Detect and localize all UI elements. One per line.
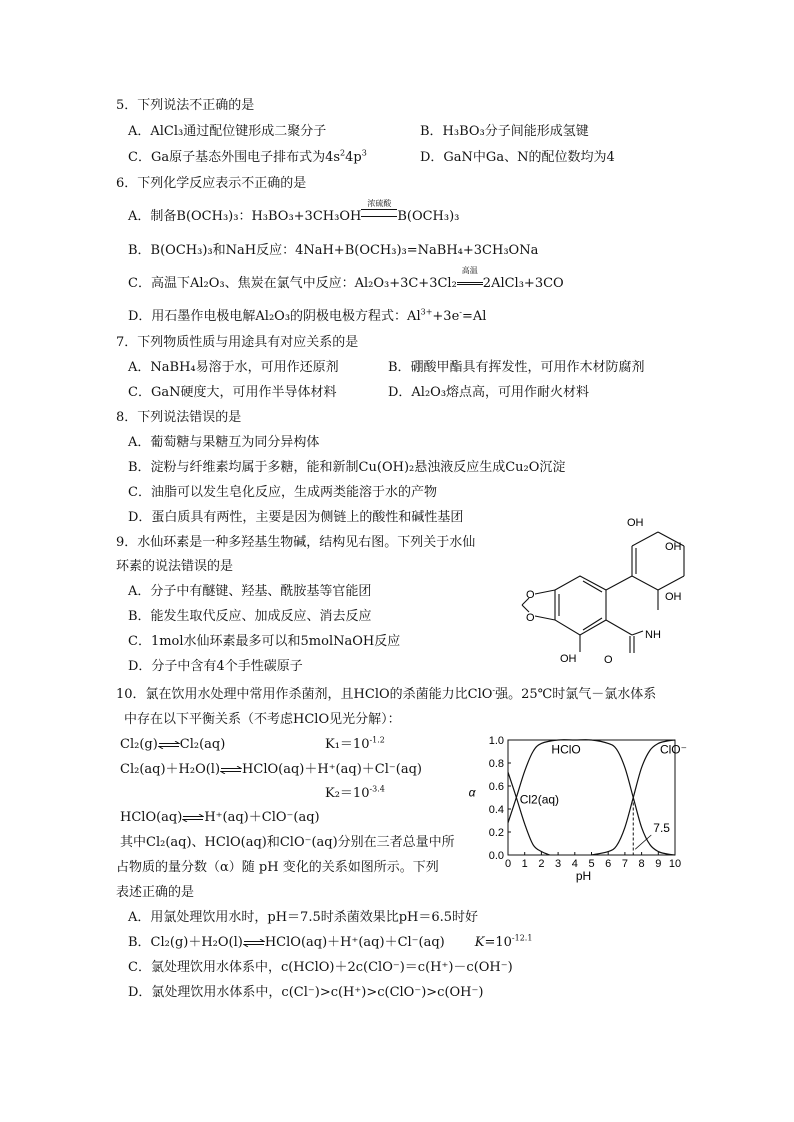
q10-k1: $K_1=10^{-1.2}$ <box>325 735 385 752</box>
q10-equilibrium-3: HClO(aq) H⁺(aq)＋ClO⁻(aq) <box>120 810 320 825</box>
q5-option-b: B．H₃BO₃分子间能形成氢键 <box>420 124 589 139</box>
q9-option-c: C．1mol水仙环素最多可以和5molNaOH反应 <box>128 634 401 649</box>
q5-option-a: A．AlCl₃通过配位键形成二聚分子 <box>128 124 327 139</box>
q9-option-d: D．分子中含有4个手性碳原子 <box>128 659 303 674</box>
carbonyl-o-label: O <box>604 654 613 666</box>
y-tick-label: 1.0 <box>488 735 504 747</box>
x-tick-label: 6 <box>605 858 612 870</box>
oh-label-1: OH <box>627 517 644 529</box>
oh-label-4: OH <box>560 653 577 665</box>
oh-label-3: OH <box>665 591 682 603</box>
q7-option-a: A．NaBH₄易溶于水，可用作还原剂 <box>128 360 339 375</box>
q10-stem-line2: 中存在以下平衡关系（不考虑HClO见光分解）： <box>124 712 401 727</box>
q6-option-c: C．高温下Al₂O₃、焦炭在氯气中反应：Al₂O₃+3C+3Cl₂ 高温 2AlCl₃+3CO <box>128 266 564 291</box>
q9-option-a: A．分子中有醚键、羟基、酰胺基等官能团 <box>128 584 372 599</box>
q10-equilibrium-2: Cl₂(aq)＋H₂O(l) HClO(aq)＋H⁺(aq)＋Cl⁻(aq) <box>120 762 422 777</box>
q10-paragraph-3: 表述正确的是 <box>116 885 195 900</box>
hclo-curve-label: HClO <box>551 742 581 757</box>
crossover-value-label: 7.5 <box>653 821 670 835</box>
clo-curve-label: ClO⁻ <box>659 742 687 757</box>
q10-option-c: C．氯处理饮用水体系中，c(HClO)＋2c(ClO⁻)＝c(H⁺)－c(OH⁻) <box>128 960 513 975</box>
y-tick-label: 0.6 <box>488 781 504 793</box>
x-tick-label: 10 <box>668 858 682 870</box>
q10-paragraph-2: 占物质的量分数（α）随 pH 变化的关系如图所示。下列 <box>116 860 439 875</box>
x-tick-label: 1 <box>521 858 528 870</box>
q8-option-a: A．葡萄糖与果糖互为同分异构体 <box>128 435 320 450</box>
q10-option-a: A．用氯处理饮用水时，pH＝7.5时杀菌效果比pH＝6.5时好 <box>128 910 479 925</box>
y-tick-label: 0.2 <box>488 827 504 839</box>
q10-equilibrium-1: Cl₂(g) Cl₂(aq) <box>120 737 226 752</box>
ether-o-label-1: O <box>526 589 535 601</box>
q7-stem: 7．下列物质性质与用途具有对应关系的是 <box>116 335 359 350</box>
x-tick-label: 2 <box>538 858 545 870</box>
q10-option-b: B．Cl₂(g)＋H₂O(l) HClO(aq)＋H⁺(aq)＋Cl⁻(aq) $K=10^{-12.1}$ <box>128 933 533 950</box>
oh-label-2: OH <box>665 541 682 553</box>
alpha-ph-chart <box>460 728 700 898</box>
y-tick-label: 0.8 <box>488 758 504 770</box>
q9-option-b: B．能发生取代反应、加成反应、消去反应 <box>128 609 372 624</box>
x-tick-label: 4 <box>571 858 578 870</box>
q8-option-d: D．蛋白质具有两性，主要是因为侧链上的酸性和碱性基团 <box>128 510 464 525</box>
series-line-0 <box>508 772 550 855</box>
cl2-curve-label: Cl2(aq) <box>519 792 560 807</box>
q10-paragraph-1: 其中Cl₂(aq)、HClO(aq)和ClO⁻(aq)分别在三者总量中所 <box>120 835 455 850</box>
q9-stem-line2: 环素的说法错误的是 <box>116 559 234 574</box>
y-tick-label: 0.4 <box>488 804 504 816</box>
narciclasine-structure <box>500 510 700 680</box>
q6-stem: 6．下列化学反应表示不正确的是 <box>116 176 307 191</box>
q8-option-b: B．淀粉与纤维素均属于多糖，能和新制Cu(OH)₂悬浊液反应生成Cu₂O沉淀 <box>128 460 566 475</box>
q5-option-c: C．Ga原子基态外围电子排布式为$4s^24p^3$ <box>128 148 367 165</box>
nh-label: NH <box>645 629 661 641</box>
q10-option-d: D．氯处理饮用水体系中，c(Cl⁻)>c(H⁺)>c(ClO⁻)>c(OH⁻) <box>128 985 484 1000</box>
x-tick-label: 5 <box>588 858 595 870</box>
y-tick-label: 0.0 <box>488 850 504 862</box>
q5-stem: 5．下列说法不正确的是 <box>116 98 255 113</box>
x-tick-label: 7 <box>621 858 628 870</box>
x-axis-label: pH <box>575 869 592 883</box>
y-axis-label: α <box>468 785 476 800</box>
q8-option-c: C．油脂可以发生皂化反应，生成两类能溶于水的产物 <box>128 485 437 500</box>
q7-option-d: D．Al₂O₃熔点高，可用作耐火材料 <box>388 385 590 400</box>
q7-option-c: C．GaN硬度大，可用作半导体材料 <box>128 385 337 400</box>
q8-stem: 8．下列说法错误的是 <box>116 410 242 425</box>
q10-k2: $K_2=10^{-3.4}$ <box>325 784 385 801</box>
q6-option-d: D．用石墨作电极电解Al₂O₃的阴极电极方程式：$Al^{3+}+3e^-=Al$ <box>128 307 487 324</box>
q6-option-b: B．B(OCH₃)₃和NaH反应：4NaH+B(OCH₃)₃=NaBH₄+3CH₃ONa <box>128 243 539 258</box>
q6-option-a: A．制备B(OCH₃)₃：H₃BO₃+3CH₃OH 浓硫酸 B(OCH₃)₃ <box>128 199 460 224</box>
q9-stem-line1: 9．水仙环素是一种多羟基生物碱，结构见右图。下列关于水仙 <box>116 535 476 550</box>
q7-option-b: B．硼酸甲酯具有挥发性，可用作木材防腐剂 <box>388 360 645 375</box>
x-tick-label: 3 <box>555 858 562 870</box>
ether-o-label-2: O <box>526 612 535 624</box>
x-tick-label: 8 <box>638 858 645 870</box>
x-tick-label: 0 <box>504 858 512 870</box>
q10-stem-line1: 10．氯在饮用水处理中常用作杀菌剂，且HClO的杀菌能力比ClO-强。25℃时氯气－氯水体系 <box>116 685 657 702</box>
x-tick-label: 9 <box>655 858 662 870</box>
q5-option-d: D．GaN中Ga、N的配位数均为4 <box>420 150 615 165</box>
